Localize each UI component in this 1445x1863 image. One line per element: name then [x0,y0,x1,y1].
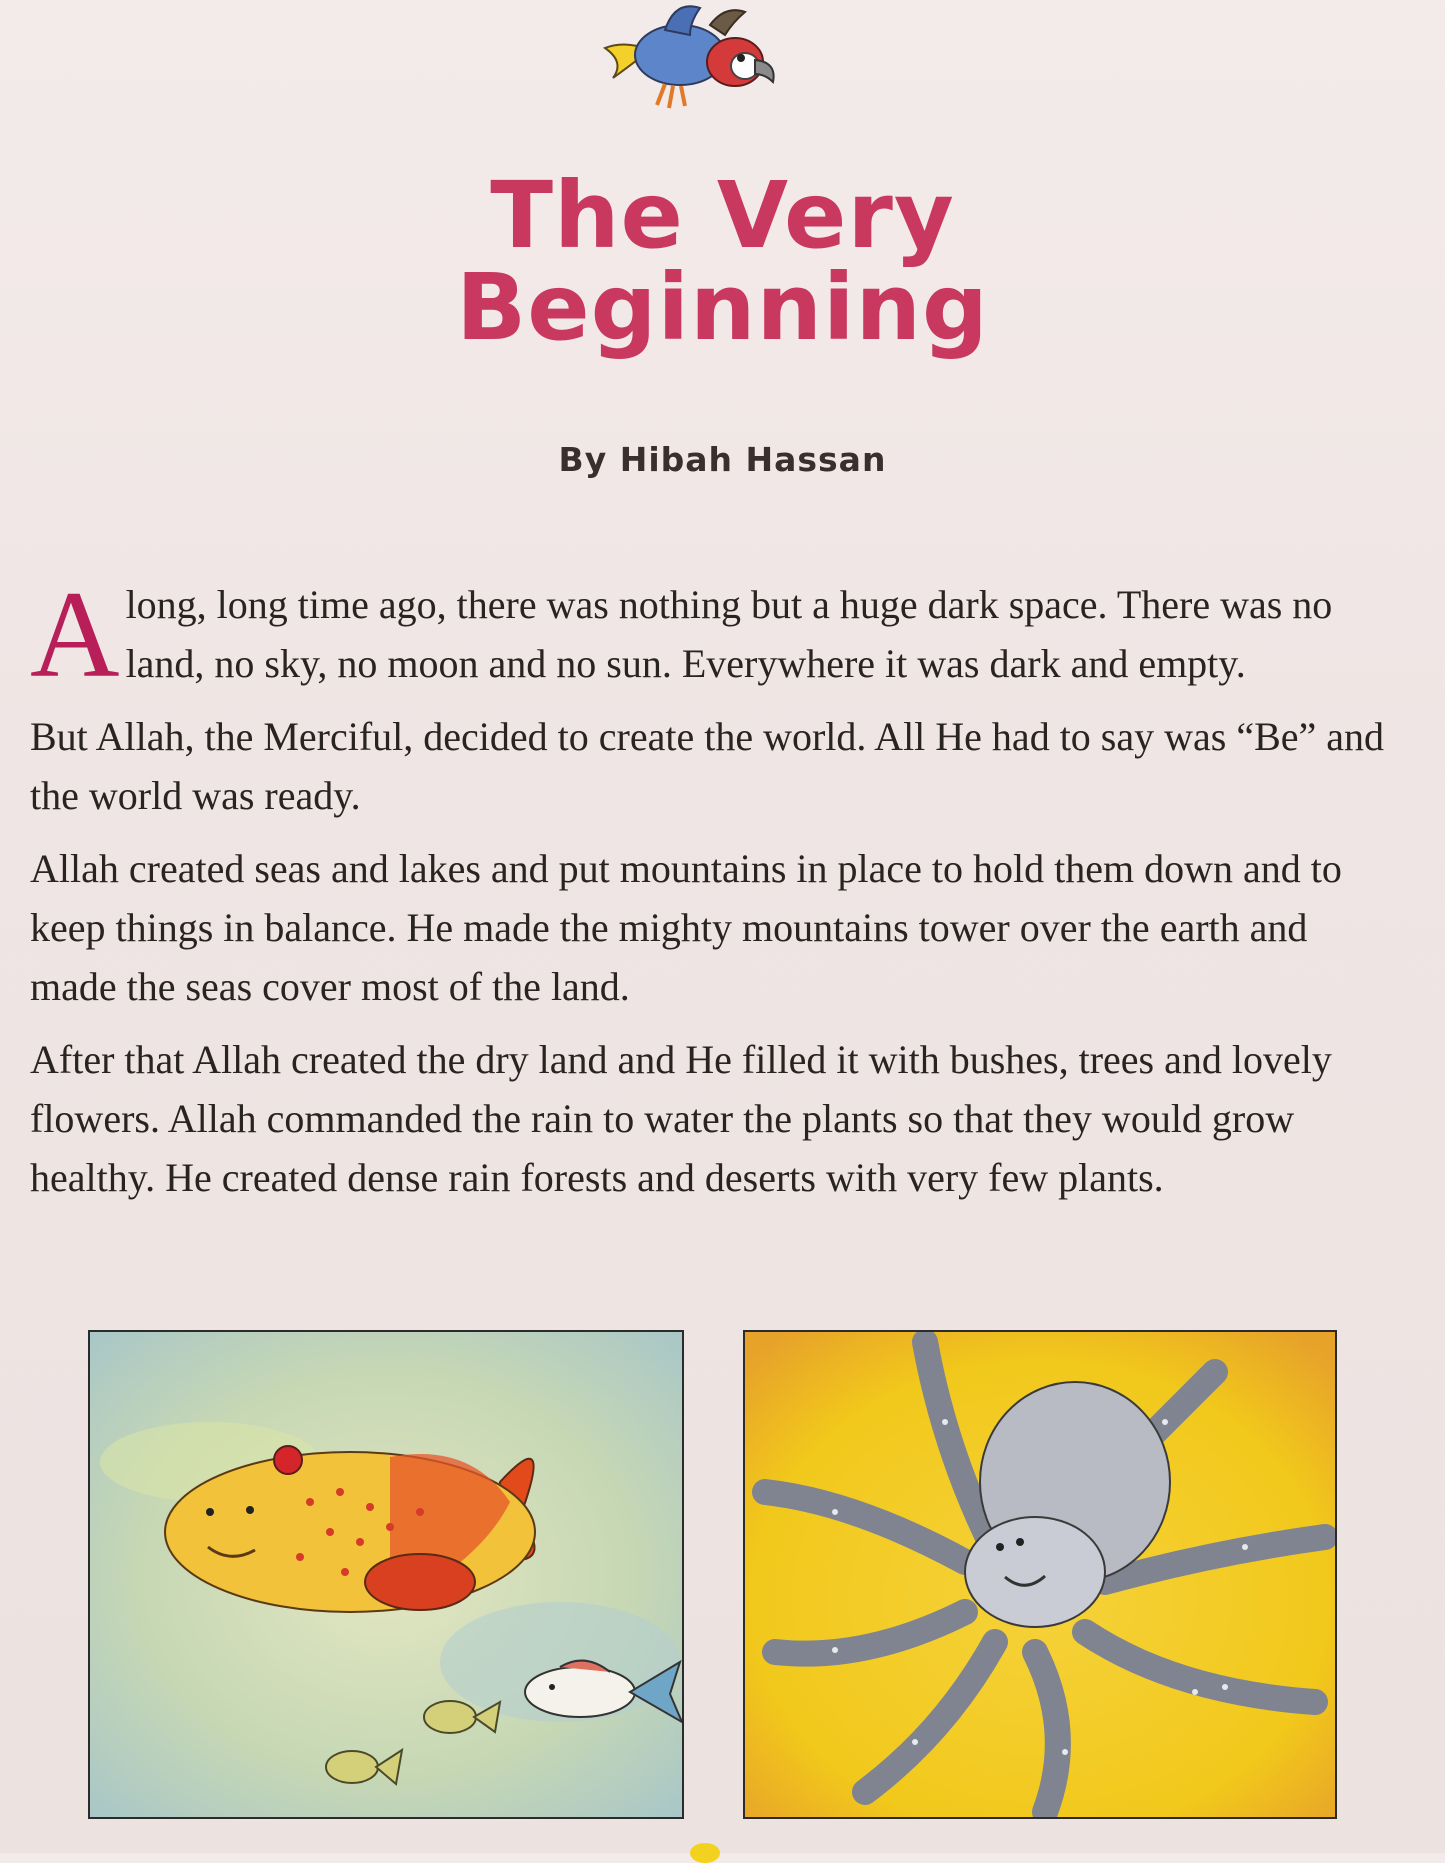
fish-illustration [88,1330,684,1819]
story-paragraph-2: But Allah, the Merciful, decided to create the world. All He had to say was “Be” and the world was ready. [30,714,1385,818]
drop-cap: A [30,566,120,703]
story-text [30,566,1400,1221]
page-decoration-dot [690,1843,720,1863]
story-paragraph-4: After that Allah created the dry land and He filled it with bushes, trees and lovely flowers. Allah commanded the rain to water the plants so that they would grow healthy. He created dense rain forests and deserts with very few plants. [30,1037,1332,1200]
title-line-2: Beginning [456,254,989,361]
story-paragraph-1 [30,566,1400,703]
title-line-1: The Very [490,162,955,269]
author-byline: By Hibah Hassan [558,440,887,479]
story-title [0,162,1445,361]
octopus-illustration [743,1330,1337,1819]
story-paragraph-3: Allah created seas and lakes and put mountains in place to hold them down and to keep things in balance. He made the mighty mountains tower over the earth and made the seas cover most of the land. [30,846,1342,1009]
parrot-illustration [595,0,795,125]
paragraph-1-text: long, long time ago, there was nothing but a huge dark space. There was no land, no sky, no moon and no sun. Everywhere it was dark and empty. [125,582,1333,686]
